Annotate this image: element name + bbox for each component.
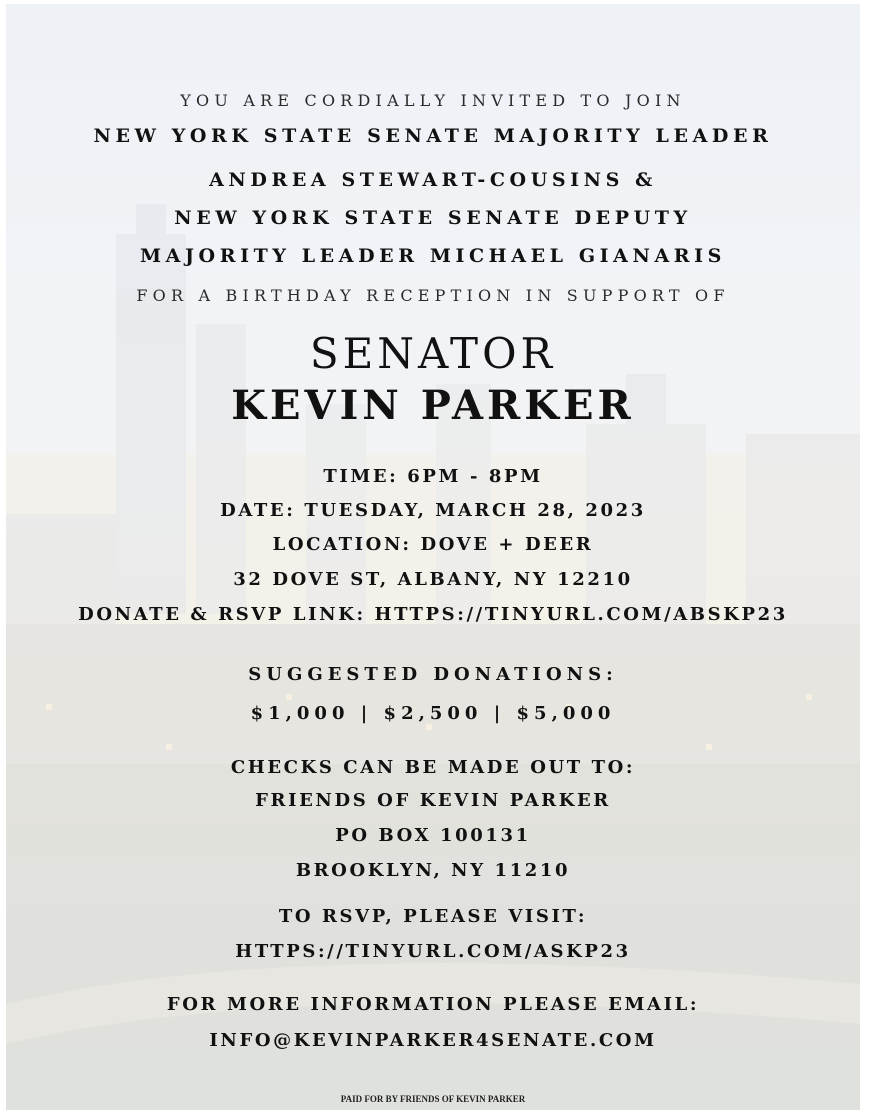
host-line-1: NEW YORK STATE SENATE MAJORITY LEADER — [93, 125, 773, 147]
host-line-4: MAJORITY LEADER MICHAEL GIANARIS — [139, 245, 726, 267]
donations-heading: SUGGESTED DONATIONS: — [248, 664, 618, 685]
event-address: 32 DOVE ST, ALBANY, NY 12210 — [233, 569, 633, 590]
event-time: TIME: 6PM - 8PM — [323, 466, 543, 487]
checks-payee: FRIENDS OF KEVIN PARKER — [255, 790, 611, 811]
checks-city: BROOKLYN, NY 11210 — [295, 860, 571, 881]
event-date: DATE: TUESDAY, MARCH 28, 2023 — [220, 500, 646, 521]
donation-amounts: $1,000 | $2,500 | $5,000 — [250, 703, 616, 724]
invite-purpose: FOR A BIRTHDAY RECEPTION IN SUPPORT OF — [136, 286, 730, 305]
honoree-title: SENATOR — [309, 329, 557, 378]
info-heading: FOR MORE INFORMATION PLEASE EMAIL: — [166, 994, 700, 1015]
checks-heading: CHECKS CAN BE MADE OUT TO: — [230, 757, 636, 778]
rsvp-link[interactable]: HTTPS://TINYURL.COM/ASKP23 — [235, 941, 631, 962]
invitation-text — [6, 4, 860, 1110]
paid-for-disclaimer: PAID FOR BY FRIENDS OF KEVIN PARKER — [340, 1094, 526, 1104]
invitation-flyer — [6, 4, 860, 1110]
host-line-2: ANDREA STEWART-COUSINS & — [209, 169, 657, 191]
event-location: LOCATION: DOVE + DEER — [272, 534, 594, 555]
invite-intro: YOU ARE CORDIALLY INVITED TO JOIN — [180, 91, 686, 110]
info-email[interactable]: INFO@KEVINPARKER4SENATE.COM — [209, 1030, 657, 1051]
checks-po-box: PO BOX 100131 — [335, 825, 531, 846]
donate-rsvp-link[interactable]: DONATE & RSVP LINK: HTTPS://TINYURL.COM/ABSKP23 — [78, 604, 788, 625]
rsvp-heading: TO RSVP, PLEASE VISIT: — [278, 906, 588, 927]
honoree-name: KEVIN PARKER — [231, 382, 635, 429]
host-line-3: NEW YORK STATE SENATE DEPUTY — [174, 207, 692, 229]
